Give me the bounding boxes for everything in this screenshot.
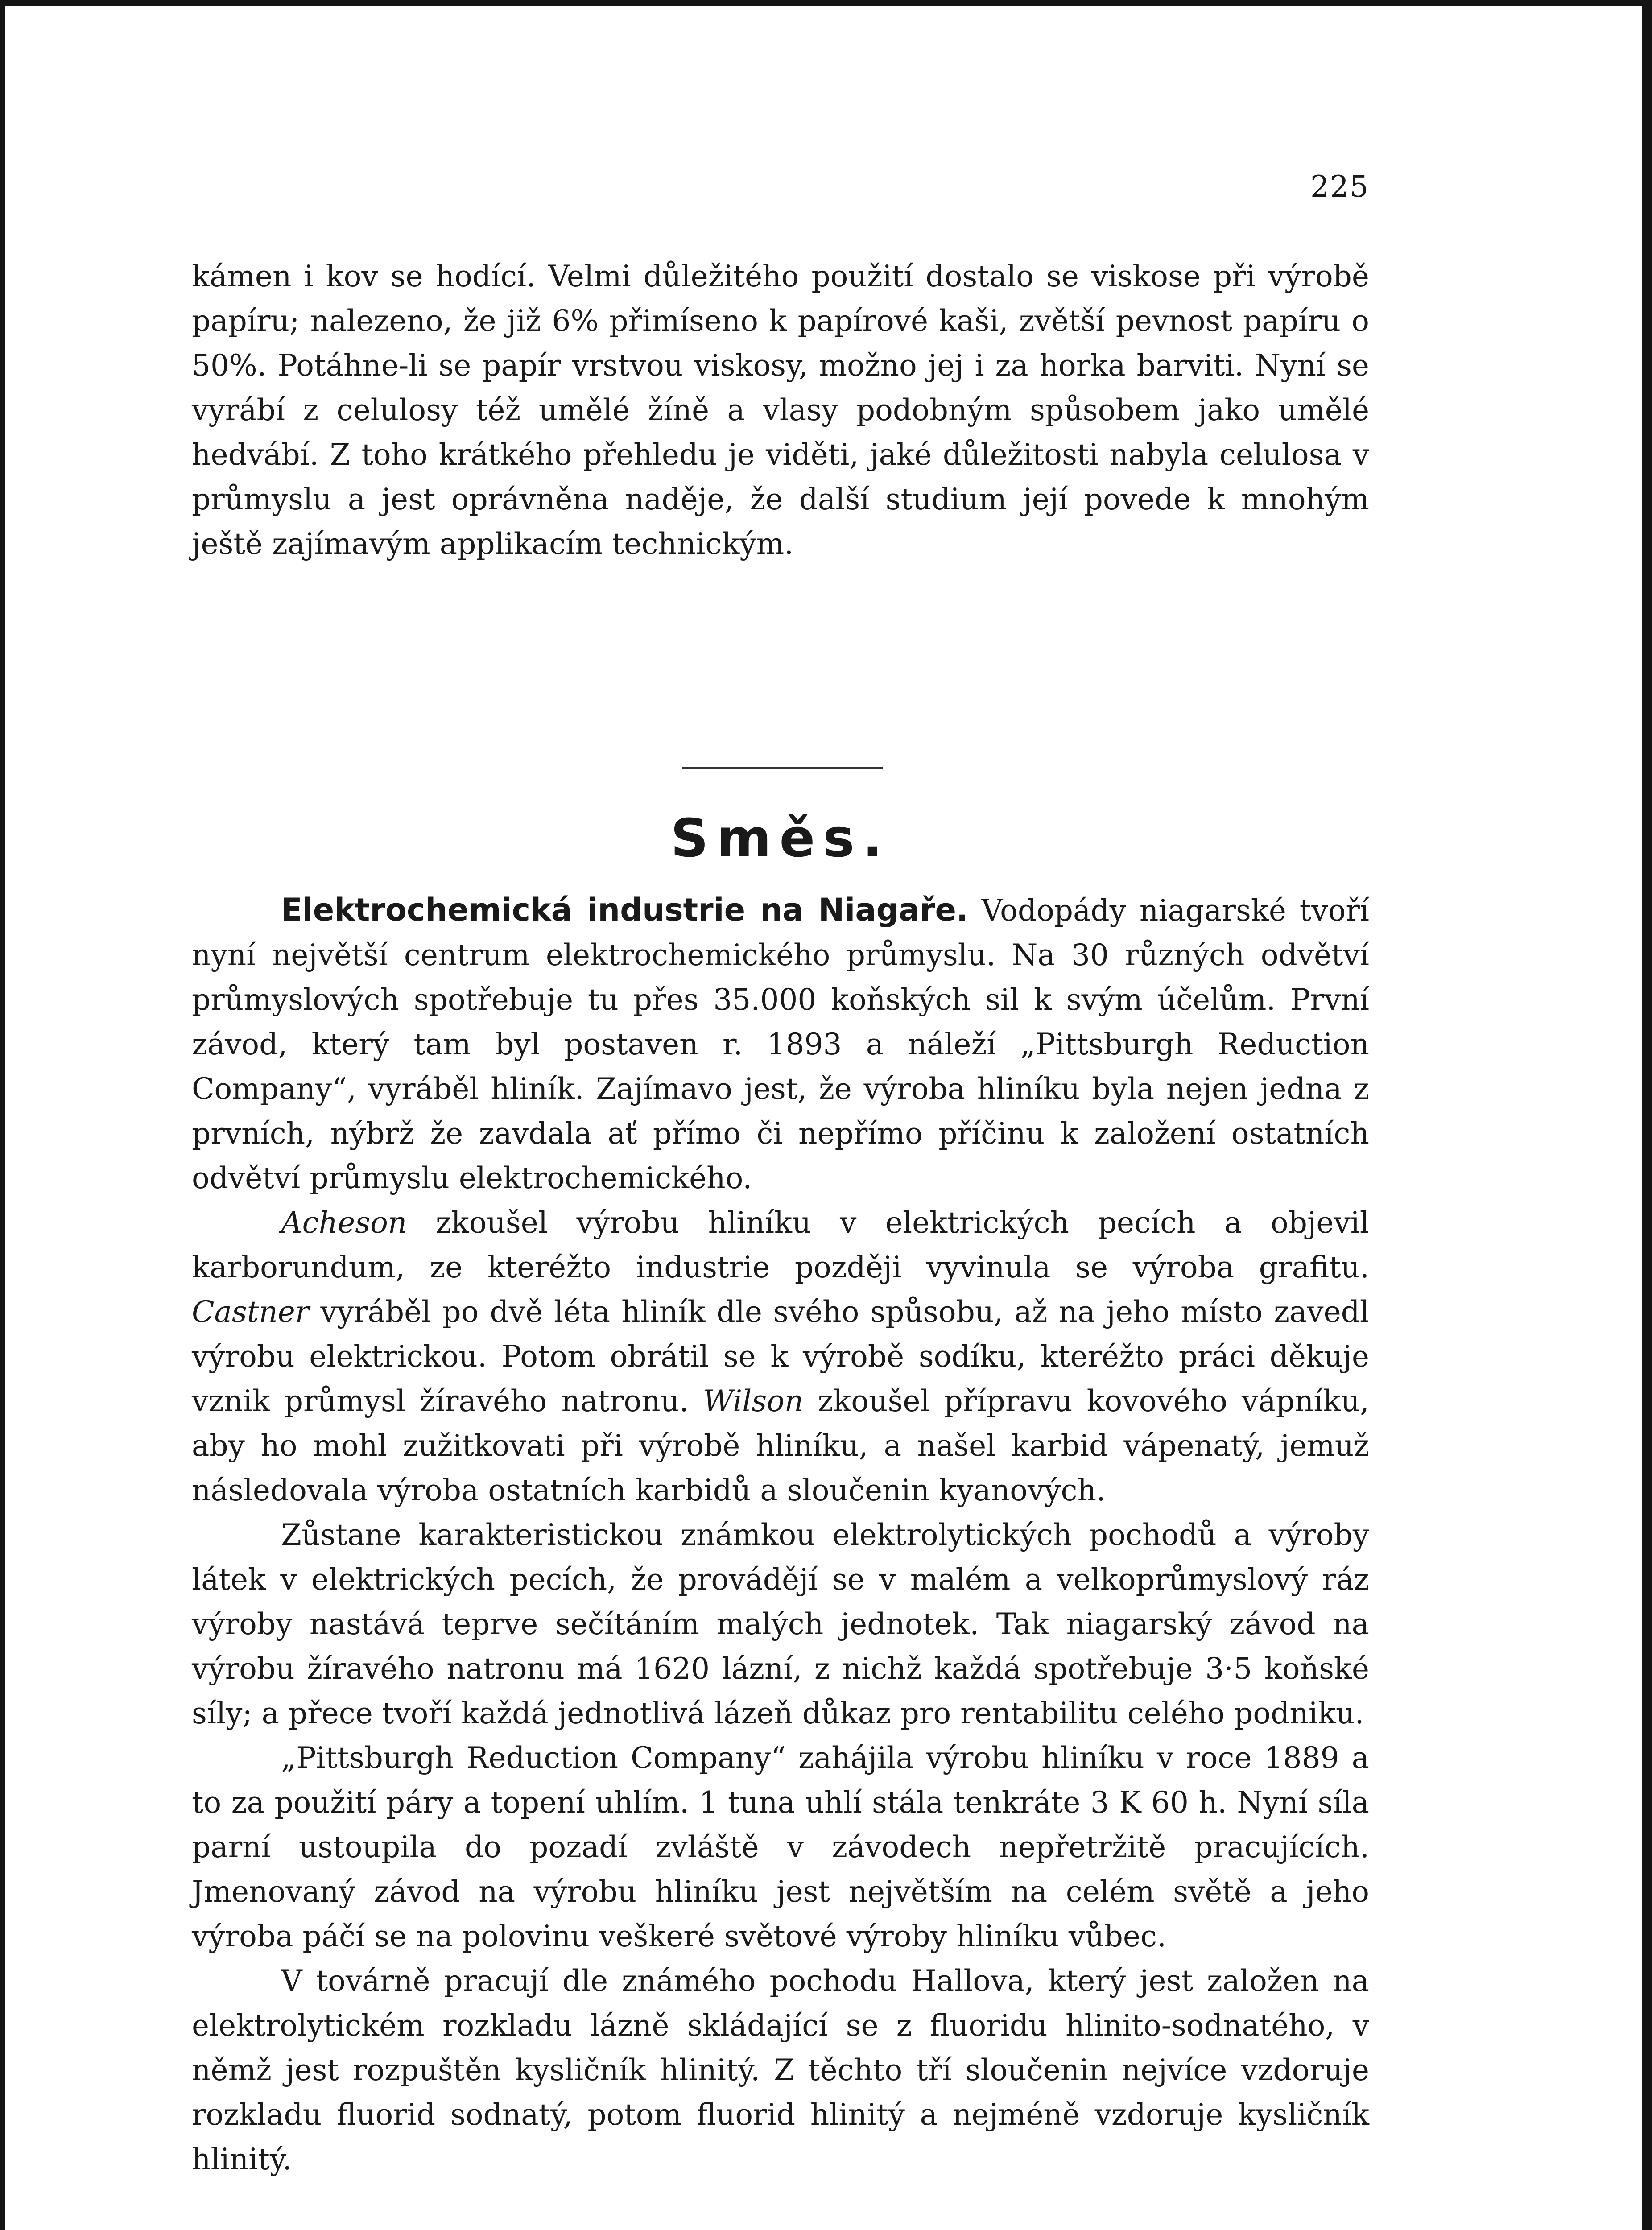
section-title: Směs. — [670, 807, 891, 869]
person-name-castner: Castner — [192, 1295, 310, 1329]
intro-paragraph: kámen i kov se hodící. Velmi důležitého použití dostalo se viskose při výrobě papíru; nalezeno, že již 6% přimíseno k papírové kaši, zvětší pevnost papíru o 50%. Potáhne-li se papír vrstvou viskosy, možno jej i za horka barviti. Nyní se vyrábí z celulosy též umělé žíně a vlasy podobným spůsobem jako umělé hedvábí. Z toho krátkého přehledu je viděti, jaké důležitosti nabyla celulosa v průmyslu a jest oprávněna naděje, že další studium její povede k mnohým ještě zajímavým applikacím technickým. — [192, 259, 1369, 561]
page-number: 225 — [1310, 169, 1369, 204]
paragraph-2-text-a: zkoušel výrobu hliníku v elektrických pecích a objevil karborundum, ze kteréžto industrie později vyvinula se výroba grafitu. — [192, 1206, 1369, 1284]
article-paragraph-3: Zůstane karakteristickou známkou elektrolytických pochodů a výroby látek v elektrických pecích, že provádějí se v malém a velkoprůmyslový ráz výroby nastává teprve sečítáním malých jednotek. Tak niagarský závod na výrobu žíravého natronu má 1620 lázní, z nichž každá spotřebuje 3·5 koňské síly; a přece tvoří každá jednotlivá lázeň důkaz pro rentabilitu celého podniku. — [192, 1518, 1369, 1730]
paragraph-2-text-c: zkoušel přípravu kovového vápníku, aby ho mohl zužitkovati při výrobě hliníku, a našel karbid vápenatý, jemuž následovala výroba ostatních karbidů a sloučenin kyanových. — [192, 1384, 1369, 1507]
article-heading: Elektrochemická industrie na Niagaře. — [281, 892, 968, 928]
person-name-acheson: Acheson — [281, 1206, 407, 1240]
person-name-wilson: Wilson — [703, 1384, 804, 1418]
paragraph-2-text-b: vyráběl po dvě léta hliník dle svého spůsobu, až na jeho místo zavedl výrobu elektrickou. Potom obrátil se k výrobě sodíku, kteréžto práci děkuje vznik průmysl žíravého natronu. — [192, 1295, 1369, 1418]
article-paragraph-1-text: Vodopády niagarské tvoří nyní největší centrum elektrochemického průmyslu. Na 30 různých odvětví průmyslových spotřebuje tu přes 35.000 koňských sil k svým účelům. První závod, který tam byl postaven r. 1893 a náleží „Pittsburgh Reduction Company“, vyráběl hliník. Zajímavo jest, že výroba hliníku byla nejen jedna z prvních, nýbrž že zavdala ať přímo či nepřímo příčinu k založení ostatních odvětví průmyslu elektrochemického. — [192, 893, 1369, 1195]
article-paragraph-2 — [192, 1201, 1369, 1513]
article-paragraph-5: V továrně pracují dle známého pochodu Hallova, který jest založen na elektrolytickém rozkladu lázně skládající se z fluoridu hlinito-sodnatého, v němž jest rozpuštěn kysličník hlinitý. Z těchto tří sloučenin nejvíce vzdoruje rozkladu fluorid sodnatý, potom fluorid hlinitý a nejméně vzdoruje kysličník hlinitý. — [192, 1964, 1369, 2176]
article-paragraph-1 — [192, 888, 1369, 1201]
article-paragraph-4: „Pittsburgh Reduction Company“ zahájila výrobu hliníku v roce 1889 a to za použití páry a topení uhlím. 1 tuna uhlí stála tenkráte 3 K 60 h. Nyní síla parní ustoupila do pozadí zvláště v závodech nepřetržitě pracujících. Jmenovaný závod na výrobu hliníku jest největším na celém světě a jeho výroba páčí se na polovinu veškeré světové výroby hliníku vůbec. — [192, 1741, 1369, 1953]
section-divider — [682, 767, 883, 769]
article-body — [192, 888, 1369, 2182]
